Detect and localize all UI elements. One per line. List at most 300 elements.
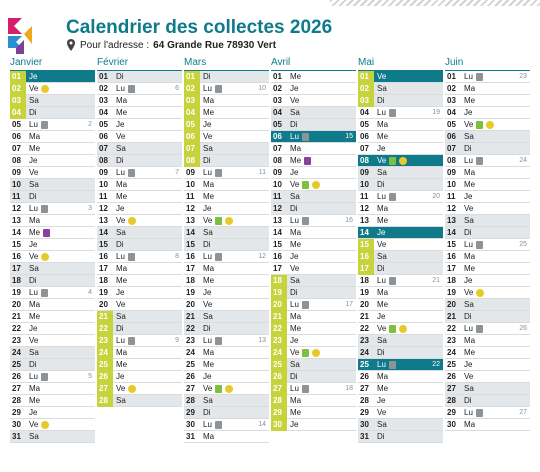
weekday: Je xyxy=(290,84,299,93)
day-number: 20 xyxy=(447,300,456,309)
day-number: 07 xyxy=(12,144,21,153)
day-row xyxy=(445,203,530,215)
day-row xyxy=(358,395,443,407)
day-number: 22 xyxy=(360,324,369,333)
weekday: Sa xyxy=(29,264,39,273)
weekday: Lu xyxy=(29,204,38,213)
day-row xyxy=(184,371,269,383)
weekday: Di xyxy=(203,240,211,249)
day-row xyxy=(358,299,443,311)
day-row xyxy=(97,239,182,251)
day-number: 07 xyxy=(360,144,369,153)
day-row xyxy=(271,287,356,299)
weekday: Di xyxy=(203,324,211,333)
weekday: Ve xyxy=(464,120,474,129)
weekday: Me xyxy=(464,348,476,357)
day-row xyxy=(184,311,269,323)
day-row xyxy=(184,299,269,311)
weekday: Di xyxy=(290,204,298,213)
day-row xyxy=(445,371,530,383)
weekday: Lu xyxy=(464,240,473,249)
weekday: Me xyxy=(290,72,302,81)
weekday: Sa xyxy=(116,144,126,153)
weekday: Sa xyxy=(203,144,213,153)
day-number: 11 xyxy=(186,192,195,201)
day-row xyxy=(97,179,182,191)
day-number: 02 xyxy=(184,83,200,95)
weekday: Ve xyxy=(377,324,387,333)
weekday: Me xyxy=(290,240,302,249)
weekday: Ma xyxy=(290,396,302,405)
weekday: Di xyxy=(464,312,472,321)
day-number: 28 xyxy=(447,396,456,405)
day-number: 07 xyxy=(447,144,456,153)
day-number: 17 xyxy=(273,264,282,273)
weekday: Di xyxy=(377,180,385,189)
day-number: 05 xyxy=(273,120,282,129)
day-row xyxy=(10,179,95,191)
day-number: 02 xyxy=(358,83,374,95)
weekday: Ma xyxy=(116,180,128,189)
month-name: Avril xyxy=(271,57,356,71)
day-row xyxy=(184,155,269,167)
weekday: Ve xyxy=(464,372,474,381)
weekday: Je xyxy=(29,156,38,165)
weekday: Je xyxy=(116,372,125,381)
weekday: Sa xyxy=(377,252,387,261)
day-number: 04 xyxy=(10,107,26,119)
day-number: 12 xyxy=(12,204,21,213)
recycling-bin-icon xyxy=(476,121,483,129)
day-row xyxy=(97,323,182,335)
weekday: Lu xyxy=(116,336,125,345)
day-number: 06 xyxy=(184,131,200,143)
packaging-bin-icon xyxy=(128,217,136,225)
day-row xyxy=(184,191,269,203)
weekday: Lu xyxy=(377,192,386,201)
day-number: 19 xyxy=(12,288,21,297)
day-row xyxy=(445,251,530,263)
trash-bin-icon xyxy=(215,169,222,177)
day-number: 27 xyxy=(271,383,287,395)
day-row xyxy=(97,299,182,311)
week-number: 6 xyxy=(175,85,179,92)
weekday: Ve xyxy=(290,264,300,273)
week-number: 11 xyxy=(258,169,266,176)
weekday: Lu xyxy=(290,300,299,309)
trash-bin-icon xyxy=(389,193,396,201)
day-row xyxy=(358,251,443,263)
weekday: Ma xyxy=(116,264,128,273)
day-number: 26 xyxy=(360,372,369,381)
day-row xyxy=(10,251,95,263)
week-number: 17 xyxy=(345,301,353,308)
weekday: Sa xyxy=(290,108,300,117)
day-number: 14 xyxy=(447,228,456,237)
day-row xyxy=(10,107,95,119)
week-number: 4 xyxy=(88,289,92,296)
day-row xyxy=(10,191,95,203)
day-number: 13 xyxy=(12,216,21,225)
day-number: 24 xyxy=(186,348,195,357)
weekday: Je xyxy=(464,360,473,369)
day-number: 30 xyxy=(186,420,195,429)
day-row xyxy=(97,395,182,407)
weekday: Di xyxy=(29,108,37,117)
day-row xyxy=(10,419,95,431)
weekday: Lu xyxy=(116,168,125,177)
packaging-bin-icon xyxy=(225,385,233,393)
weekday: Ma xyxy=(464,84,476,93)
day-number: 30 xyxy=(360,420,369,429)
day-number: 15 xyxy=(447,240,456,249)
day-row xyxy=(271,323,356,335)
week-number: 2 xyxy=(88,121,92,128)
weekday: Sa xyxy=(377,420,387,429)
trash-bin-icon xyxy=(128,169,135,177)
day-number: 06 xyxy=(360,132,369,141)
day-row xyxy=(271,299,356,311)
month-name: Juin xyxy=(445,57,530,71)
day-row xyxy=(184,131,269,143)
weekday: Lu xyxy=(203,168,212,177)
day-row xyxy=(97,287,182,299)
trash-bin-icon xyxy=(389,109,396,117)
day-row xyxy=(97,371,182,383)
day-number: 10 xyxy=(360,180,369,189)
day-number: 05 xyxy=(99,120,108,129)
day-row xyxy=(10,431,95,443)
month-name: Mars xyxy=(184,57,269,71)
day-row xyxy=(271,347,356,359)
weekday: Ve xyxy=(464,288,474,297)
day-row xyxy=(271,131,356,143)
day-number: 24 xyxy=(271,347,287,359)
day-number: 12 xyxy=(99,204,108,213)
weekday: Me xyxy=(464,180,476,189)
location-pin-icon xyxy=(66,39,76,51)
trash-bin-icon xyxy=(41,289,48,297)
day-row xyxy=(445,179,530,191)
weekday: Je xyxy=(203,288,212,297)
trash-bin-icon xyxy=(215,85,222,93)
weekday: Sa xyxy=(464,384,474,393)
day-number: 03 xyxy=(358,95,374,107)
day-row xyxy=(184,95,269,107)
weekday: Ma xyxy=(464,252,476,261)
weekday: Lu xyxy=(29,120,38,129)
weekday: Di xyxy=(116,72,124,81)
weekday: Di xyxy=(116,156,124,165)
month-column xyxy=(445,57,530,431)
day-number: 28 xyxy=(97,395,113,407)
weekday: Di xyxy=(29,192,37,201)
day-row xyxy=(271,95,356,107)
day-number: 01 xyxy=(447,72,456,81)
weekday: Sa xyxy=(116,312,126,321)
day-number: 09 xyxy=(12,168,21,177)
bulky-waste-icon xyxy=(304,157,311,165)
weekday: Di xyxy=(290,372,298,381)
weekday: Ve xyxy=(29,168,39,177)
day-row xyxy=(271,383,356,395)
weekday: Sa xyxy=(290,276,300,285)
weekday: Ve xyxy=(116,132,126,141)
day-row xyxy=(445,323,530,335)
day-row xyxy=(184,203,269,215)
day-number: 21 xyxy=(447,312,456,321)
day-row xyxy=(97,131,182,143)
weekday: Di xyxy=(116,240,124,249)
month-column xyxy=(97,57,182,407)
weekday: Ve xyxy=(377,156,387,165)
weekday: Lu xyxy=(290,132,299,141)
weekday: Ma xyxy=(29,384,41,393)
day-number: 15 xyxy=(186,240,195,249)
day-number: 25 xyxy=(186,360,195,369)
day-row xyxy=(10,287,95,299)
weekday: Me xyxy=(203,276,215,285)
day-row xyxy=(184,407,269,419)
weekday: Me xyxy=(116,360,128,369)
trash-bin-icon xyxy=(128,253,135,261)
day-number: 08 xyxy=(273,156,282,165)
weekday: Ma xyxy=(464,168,476,177)
weekday: Sa xyxy=(203,228,213,237)
weekday: Lu xyxy=(29,288,38,297)
day-row xyxy=(358,371,443,383)
week-number: 21 xyxy=(432,277,440,284)
day-row xyxy=(358,95,443,107)
weekday: Je xyxy=(203,120,212,129)
weekday: Lu xyxy=(464,324,473,333)
day-number: 21 xyxy=(97,311,113,323)
recycling-bin-icon xyxy=(302,349,309,357)
packaging-bin-icon xyxy=(399,157,407,165)
day-row xyxy=(10,71,95,83)
day-row xyxy=(10,299,95,311)
trash-bin-icon xyxy=(302,133,309,141)
weekday: Me xyxy=(203,108,215,117)
day-number: 03 xyxy=(273,96,282,105)
weekday: Sa xyxy=(290,360,300,369)
day-number: 12 xyxy=(360,204,369,213)
day-number: 28 xyxy=(12,396,21,405)
day-number: 09 xyxy=(273,168,282,177)
day-row xyxy=(445,155,530,167)
day-number: 04 xyxy=(447,108,456,117)
day-number: 27 xyxy=(360,384,369,393)
weekday: Sa xyxy=(377,336,387,345)
day-number: 15 xyxy=(273,240,282,249)
weekday: Lu xyxy=(203,420,212,429)
day-row xyxy=(358,239,443,251)
week-number: 12 xyxy=(258,253,266,260)
day-number: 28 xyxy=(360,396,369,405)
day-number: 01 xyxy=(184,71,200,83)
day-number: 10 xyxy=(99,180,108,189)
day-number: 02 xyxy=(447,84,456,93)
weekday: Di xyxy=(464,228,472,237)
day-number: 23 xyxy=(186,336,195,345)
day-number: 24 xyxy=(97,347,113,359)
day-row xyxy=(271,395,356,407)
day-number: 08 xyxy=(99,156,108,165)
day-number: 11 xyxy=(360,192,369,201)
day-row xyxy=(184,263,269,275)
day-row xyxy=(97,383,182,395)
day-number: 19 xyxy=(99,288,108,297)
month-column xyxy=(271,57,356,431)
day-row xyxy=(358,131,443,143)
weekday: Lu xyxy=(203,84,212,93)
day-row xyxy=(445,239,530,251)
day-number: 14 xyxy=(273,228,282,237)
day-row xyxy=(184,335,269,347)
month-name: Mai xyxy=(358,57,443,71)
day-row xyxy=(445,95,530,107)
weekday: Je xyxy=(116,204,125,213)
weekday: Ma xyxy=(464,420,476,429)
day-row xyxy=(271,119,356,131)
day-row xyxy=(97,275,182,287)
day-number: 23 xyxy=(447,336,456,345)
day-number: 01 xyxy=(273,72,282,81)
day-row xyxy=(445,419,530,431)
day-number: 26 xyxy=(12,372,21,381)
day-number: 18 xyxy=(186,276,195,285)
week-number: 9 xyxy=(175,337,179,344)
day-row xyxy=(10,335,95,347)
day-row xyxy=(97,215,182,227)
trash-bin-icon xyxy=(302,217,309,225)
weekday: Di xyxy=(377,348,385,357)
day-number: 10 xyxy=(12,180,21,189)
seine-oise-logo xyxy=(6,14,66,56)
day-row xyxy=(358,431,443,443)
day-row xyxy=(97,251,182,263)
day-number: 24 xyxy=(360,348,369,357)
weekday: Ve xyxy=(290,348,300,357)
trash-bin-icon xyxy=(41,373,48,381)
weekday: Ma xyxy=(203,348,215,357)
day-row xyxy=(445,383,530,395)
day-row xyxy=(184,71,269,83)
packaging-bin-icon xyxy=(399,325,407,333)
day-number: 13 xyxy=(186,216,195,225)
weekday: Ve xyxy=(290,180,300,189)
day-number: 01 xyxy=(99,72,108,81)
day-row xyxy=(358,419,443,431)
day-row xyxy=(445,263,530,275)
packaging-bin-icon xyxy=(128,385,136,393)
day-number: 16 xyxy=(447,252,456,261)
day-number: 29 xyxy=(12,408,21,417)
day-number: 06 xyxy=(447,132,456,141)
day-row xyxy=(97,347,182,359)
day-number: 02 xyxy=(273,84,282,93)
day-row xyxy=(445,275,530,287)
day-row xyxy=(97,203,182,215)
day-row xyxy=(184,107,269,119)
day-row xyxy=(271,191,356,203)
day-number: 05 xyxy=(360,120,369,129)
day-number: 21 xyxy=(186,312,195,321)
day-number: 29 xyxy=(186,408,195,417)
day-number: 19 xyxy=(360,288,369,297)
month-column xyxy=(10,57,95,443)
day-number: 20 xyxy=(12,300,21,309)
weekday: Me xyxy=(203,360,215,369)
weekday: Je xyxy=(377,396,386,405)
weekday: Je xyxy=(377,312,386,321)
day-number: 21 xyxy=(271,311,287,323)
day-row xyxy=(445,347,530,359)
day-row xyxy=(184,431,269,443)
day-number: 04 xyxy=(184,107,200,119)
weekday: Ve xyxy=(464,204,474,213)
weekday: Sa xyxy=(203,396,213,405)
day-number: 17 xyxy=(447,264,456,273)
weekday: Di xyxy=(29,276,37,285)
address-value: 64 Grande Rue 78930 Vert xyxy=(153,39,277,51)
day-row xyxy=(97,95,182,107)
day-row xyxy=(10,227,95,239)
day-number: 08 xyxy=(360,156,369,165)
day-number: 09 xyxy=(99,168,108,177)
day-number: 26 xyxy=(97,371,113,383)
weekday: Ma xyxy=(29,300,41,309)
weekday: Me xyxy=(377,216,389,225)
day-row xyxy=(10,119,95,131)
weekday: Lu xyxy=(116,84,125,93)
trash-bin-icon xyxy=(215,253,222,261)
day-number: 23 xyxy=(97,335,113,347)
day-number: 28 xyxy=(186,396,195,405)
day-number: 13 xyxy=(99,216,108,225)
address-label: Pour l'adresse : xyxy=(80,39,150,51)
weekday: Je xyxy=(290,336,299,345)
week-number: 16 xyxy=(345,217,353,224)
day-row xyxy=(10,347,95,359)
day-row xyxy=(10,311,95,323)
day-number: 13 xyxy=(360,216,369,225)
weekday: Sa xyxy=(377,84,387,93)
day-number: 16 xyxy=(186,252,195,261)
weekday: Je xyxy=(464,276,473,285)
trash-bin-icon xyxy=(41,205,48,213)
weekday: Je xyxy=(377,228,386,237)
trash-bin-icon xyxy=(476,157,483,165)
day-row xyxy=(184,359,269,371)
day-number: 21 xyxy=(360,312,369,321)
day-row xyxy=(271,215,356,227)
day-number: 08 xyxy=(184,155,200,167)
day-number: 09 xyxy=(360,168,369,177)
weekday: Lu xyxy=(203,252,212,261)
day-number: 08 xyxy=(12,156,21,165)
day-number: 18 xyxy=(99,276,108,285)
day-row xyxy=(445,395,530,407)
day-number: 03 xyxy=(99,96,108,105)
day-number: 05 xyxy=(447,120,456,129)
weekday: Je xyxy=(29,72,38,81)
day-number: 31 xyxy=(186,432,195,441)
day-row xyxy=(184,275,269,287)
day-number: 02 xyxy=(10,83,26,95)
day-row xyxy=(271,311,356,323)
day-row xyxy=(358,227,443,239)
